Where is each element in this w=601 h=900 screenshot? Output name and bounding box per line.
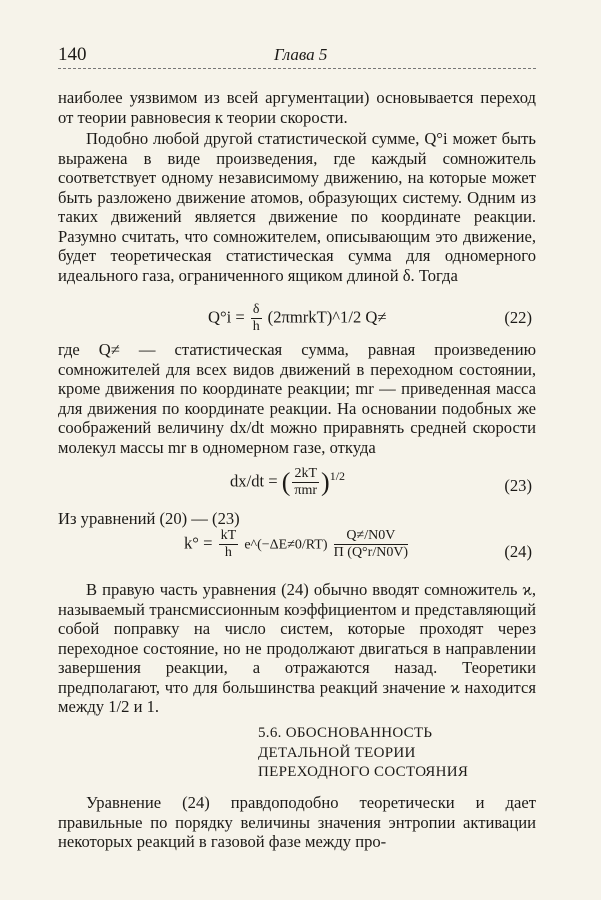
- running-header: [58, 44, 536, 69]
- eq24-numerator-1: kT: [220, 528, 237, 543]
- paragraph-5: В правую часть уравнения (24) обычно вводят сомножитель ϰ, называемый трансмиссионным коэффициентом и представляющий собой поправку на число систем, которые проходят через переходное состояние, но не продолжают двигаться в направлении завершения реакции, а отражаются назад. Теоретики предполагают, что для большинства реакций значение ϰ находится между 1/2 и 1.: [58, 580, 536, 716]
- eq24-fraction-1: [219, 528, 239, 561]
- equation-22: [58, 300, 536, 340]
- eq24-fraction-2: [334, 528, 408, 561]
- section-heading-line-2: ДЕТАЛЬНОЙ ТЕОРИИ: [258, 744, 416, 761]
- eq22-label: (22): [504, 308, 532, 327]
- paragraph-6: Уравнение (24) правдоподобно теоретически и дает правильные по порядку величины значения энтропии активации некоторых реакций в газовой фазе между про-: [58, 793, 536, 851]
- equation-24: [58, 528, 536, 574]
- page-number: 140: [58, 44, 87, 65]
- eq23-label: (23): [504, 476, 532, 495]
- paragraph-1: наиболее уязвимом из всей аргументации) основывается переход от теории равновесия к теории скорости.: [58, 88, 536, 127]
- paragraph-3: где Q≠ — статистическая сумма, равная произведению сомножителей для всех видов движений в переходном состоянии, кроме движения по координате реакции; mr — приведенная масса для движения по координате реакции. На основании подобных же соображений величину dx/dt можно приравнять средней скорости молекул массы mr в одномерном газе, откуда: [58, 340, 536, 457]
- paragraph-4: Из уравнений (20) — (23): [58, 509, 240, 528]
- eq23-fraction: [292, 466, 319, 499]
- eq24-exponential: e^(−ΔE≠0/RT): [244, 537, 328, 553]
- eq22-fraction: [251, 302, 262, 335]
- paragraph-2: Подобно любой другой статистической сумме, Q°i может быть выражена в виде произведения, где каждый сомножитель соответствует одному независимому движению, на которые может быть разложено движение атомов, образующих систему. Одним из таких движений является движение по координате реакции. Разумно считать, что сомножителем, описывающим это движение, будет теоретическая статистическая сумма для одномерного идеального газа, ограниченного ящиком длиной δ. Тогда: [58, 129, 536, 285]
- eq23-exponent: 1/2: [329, 468, 346, 483]
- section-heading-line-1: 5.6. ОБОСНОВАННОСТЬ: [258, 725, 433, 741]
- eq23-numerator: 2kT: [294, 466, 318, 481]
- equation-23: dx/dt = ( $\frac{2kT}{\text{πmr}}$ )$^{1/2}$ (23): [230, 466, 532, 498]
- section-heading: [258, 724, 518, 783]
- chapter-title: Глава 5: [274, 45, 328, 64]
- eq24-denominator-2: Π (Q°r/N0V): [333, 545, 409, 560]
- eq23-lhs: dx/dt =: [230, 471, 278, 491]
- eq22-denominator: h: [252, 319, 260, 334]
- eq24-label: (24): [504, 542, 532, 561]
- eq22-numerator: δ: [252, 302, 260, 317]
- eq22-rhs: (2πmrkT)^1/2 Q≠: [267, 307, 387, 327]
- eq24-numerator-2: Q≠/N0V: [334, 528, 408, 545]
- section-heading-line-3: ПЕРЕХОДНОГО СОСТОЯНИЯ: [258, 764, 469, 780]
- eq22-lhs: Q°i =: [208, 307, 245, 327]
- eq24-denominator-1: h: [224, 545, 232, 560]
- eq24-lhs: k° =: [184, 533, 213, 553]
- eq23-denominator: πmr: [294, 483, 318, 498]
